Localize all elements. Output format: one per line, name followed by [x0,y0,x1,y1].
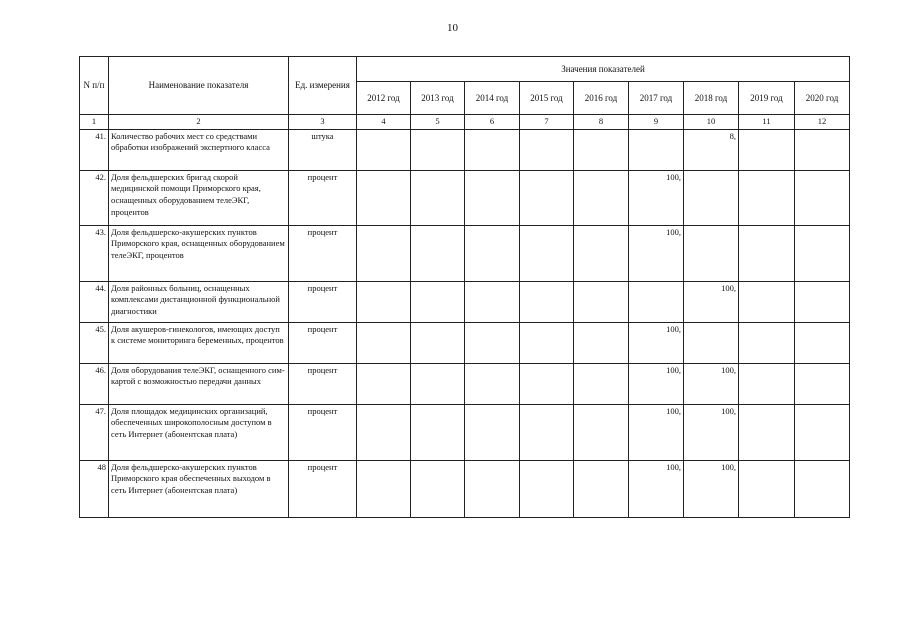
value-cell [357,129,411,170]
value-cell [520,281,574,322]
indicator-name: Доля площадок медицинских организаций, обеспеченных широкополосным доступом в сеть Интернет (абонентская плата) [109,404,289,460]
value-cell: 100, [629,322,684,363]
unit-cell: процент [289,363,357,404]
value-cell [411,363,465,404]
value-cell [739,225,795,281]
value-cell [574,225,629,281]
value-cell: 100, [684,363,739,404]
row-number: 41. [80,129,109,170]
value-cell [684,225,739,281]
header-year: 2015 год [520,82,574,115]
value-cell [520,404,574,460]
value-cell [574,322,629,363]
column-number: 6 [465,115,520,130]
column-number: 10 [684,115,739,130]
value-cell [520,460,574,517]
value-cell: 8, [684,129,739,170]
value-cell [795,460,850,517]
indicator-name: Доля фельдшерских бригад скорой медицинской помощи Приморского края, оснащенных оборудованием телеЭКГ, процентов [109,170,289,225]
value-cell: 100, [629,225,684,281]
value-cell [465,170,520,225]
value-cell [795,225,850,281]
table-body [80,115,850,518]
indicator-name: Доля фельдшерско-акушерских пунктов Приморского края обеспеченных выходом в сеть Интернет (абонентская плата) [109,460,289,517]
value-cell [739,460,795,517]
column-number: 4 [357,115,411,130]
value-cell [520,225,574,281]
value-cell [739,129,795,170]
column-number: 12 [795,115,850,130]
value-cell: 100, [629,170,684,225]
value-cell [411,170,465,225]
row-number: 44. [80,281,109,322]
value-cell: 100, [684,404,739,460]
value-cell [795,363,850,404]
value-cell [574,363,629,404]
table-row [80,404,850,460]
indicators-table [79,56,850,518]
value-cell [684,170,739,225]
value-cell [739,363,795,404]
value-cell [465,225,520,281]
value-cell [574,129,629,170]
header-year: 2014 год [465,82,520,115]
header-year: 2013 год [411,82,465,115]
column-number-row [80,115,850,130]
value-cell [739,404,795,460]
column-number: 5 [411,115,465,130]
unit-cell: процент [289,225,357,281]
value-cell [739,170,795,225]
unit-cell: процент [289,460,357,517]
value-cell [411,322,465,363]
value-cell [574,460,629,517]
table-header [80,57,850,115]
value-cell [520,170,574,225]
value-cell [795,170,850,225]
indicator-name: Доля акушеров-гинекологов, имеющих доступ к системе мониторинга беременных, процентов [109,322,289,363]
column-number: 7 [520,115,574,130]
value-cell [465,322,520,363]
row-number: 48 [80,460,109,517]
value-cell [357,281,411,322]
header-unit: Ед. измерения [289,57,357,115]
value-cell [357,363,411,404]
value-cell [357,404,411,460]
row-number: 46. [80,363,109,404]
unit-cell: процент [289,404,357,460]
row-number: 43. [80,225,109,281]
indicator-name: Доля оборудования телеЭКГ, оснащенного сим-картой с возможностью передачи данных [109,363,289,404]
value-cell [795,281,850,322]
value-cell [465,129,520,170]
table-row [80,281,850,322]
column-number: 3 [289,115,357,130]
value-cell [465,281,520,322]
value-cell [465,460,520,517]
value-cell: 100, [629,404,684,460]
header-year: 2017 год [629,82,684,115]
value-cell [739,281,795,322]
value-cell [465,404,520,460]
value-cell [574,281,629,322]
value-cell [411,281,465,322]
header-number: N п/п [80,57,109,115]
value-cell: 100, [684,281,739,322]
page-number: 10 [447,22,458,34]
row-number: 45. [80,322,109,363]
value-cell [684,322,739,363]
value-cell [411,460,465,517]
header-values: Значения показателей [357,57,850,82]
row-number: 47. [80,404,109,460]
table-row [80,129,850,170]
value-cell: 100, [629,460,684,517]
header-year: 2016 год [574,82,629,115]
value-cell [520,322,574,363]
header-year: 2020 год [795,82,850,115]
table-row [80,363,850,404]
unit-cell: процент [289,322,357,363]
value-cell [357,460,411,517]
value-cell: 100, [629,363,684,404]
unit-cell: процент [289,170,357,225]
value-cell [411,404,465,460]
value-cell [411,225,465,281]
value-cell: 100, [684,460,739,517]
column-number: 9 [629,115,684,130]
column-number: 1 [80,115,109,130]
value-cell [795,129,850,170]
row-number: 42. [80,170,109,225]
value-cell [411,129,465,170]
table-row [80,170,850,225]
column-number: 2 [109,115,289,130]
header-year: 2018 год [684,82,739,115]
value-cell [520,129,574,170]
indicator-name: Количество рабочих мест со средствами обработки изображений экспертного класса [109,129,289,170]
header-year: 2012 год [357,82,411,115]
unit-cell: штука [289,129,357,170]
table-row [80,225,850,281]
value-cell [357,170,411,225]
value-cell [795,404,850,460]
value-cell [357,322,411,363]
header-indicator-name: Наименование показателя [109,57,289,115]
table-row [80,322,850,363]
value-cell [629,129,684,170]
column-number: 11 [739,115,795,130]
value-cell [629,281,684,322]
value-cell [574,170,629,225]
indicator-name: Доля фельдшерско-акушерских пунктов Приморского края, оснащенных оборудованием телеЭКГ, процентов [109,225,289,281]
value-cell [795,322,850,363]
header-year: 2019 год [739,82,795,115]
unit-cell: процент [289,281,357,322]
indicator-name: Доля районных больниц, оснащенных комплексами дистанционной функциональной диагностики [109,281,289,322]
value-cell [465,363,520,404]
value-cell [520,363,574,404]
value-cell [574,404,629,460]
table-row [80,460,850,517]
value-cell [357,225,411,281]
column-number: 8 [574,115,629,130]
value-cell [739,322,795,363]
